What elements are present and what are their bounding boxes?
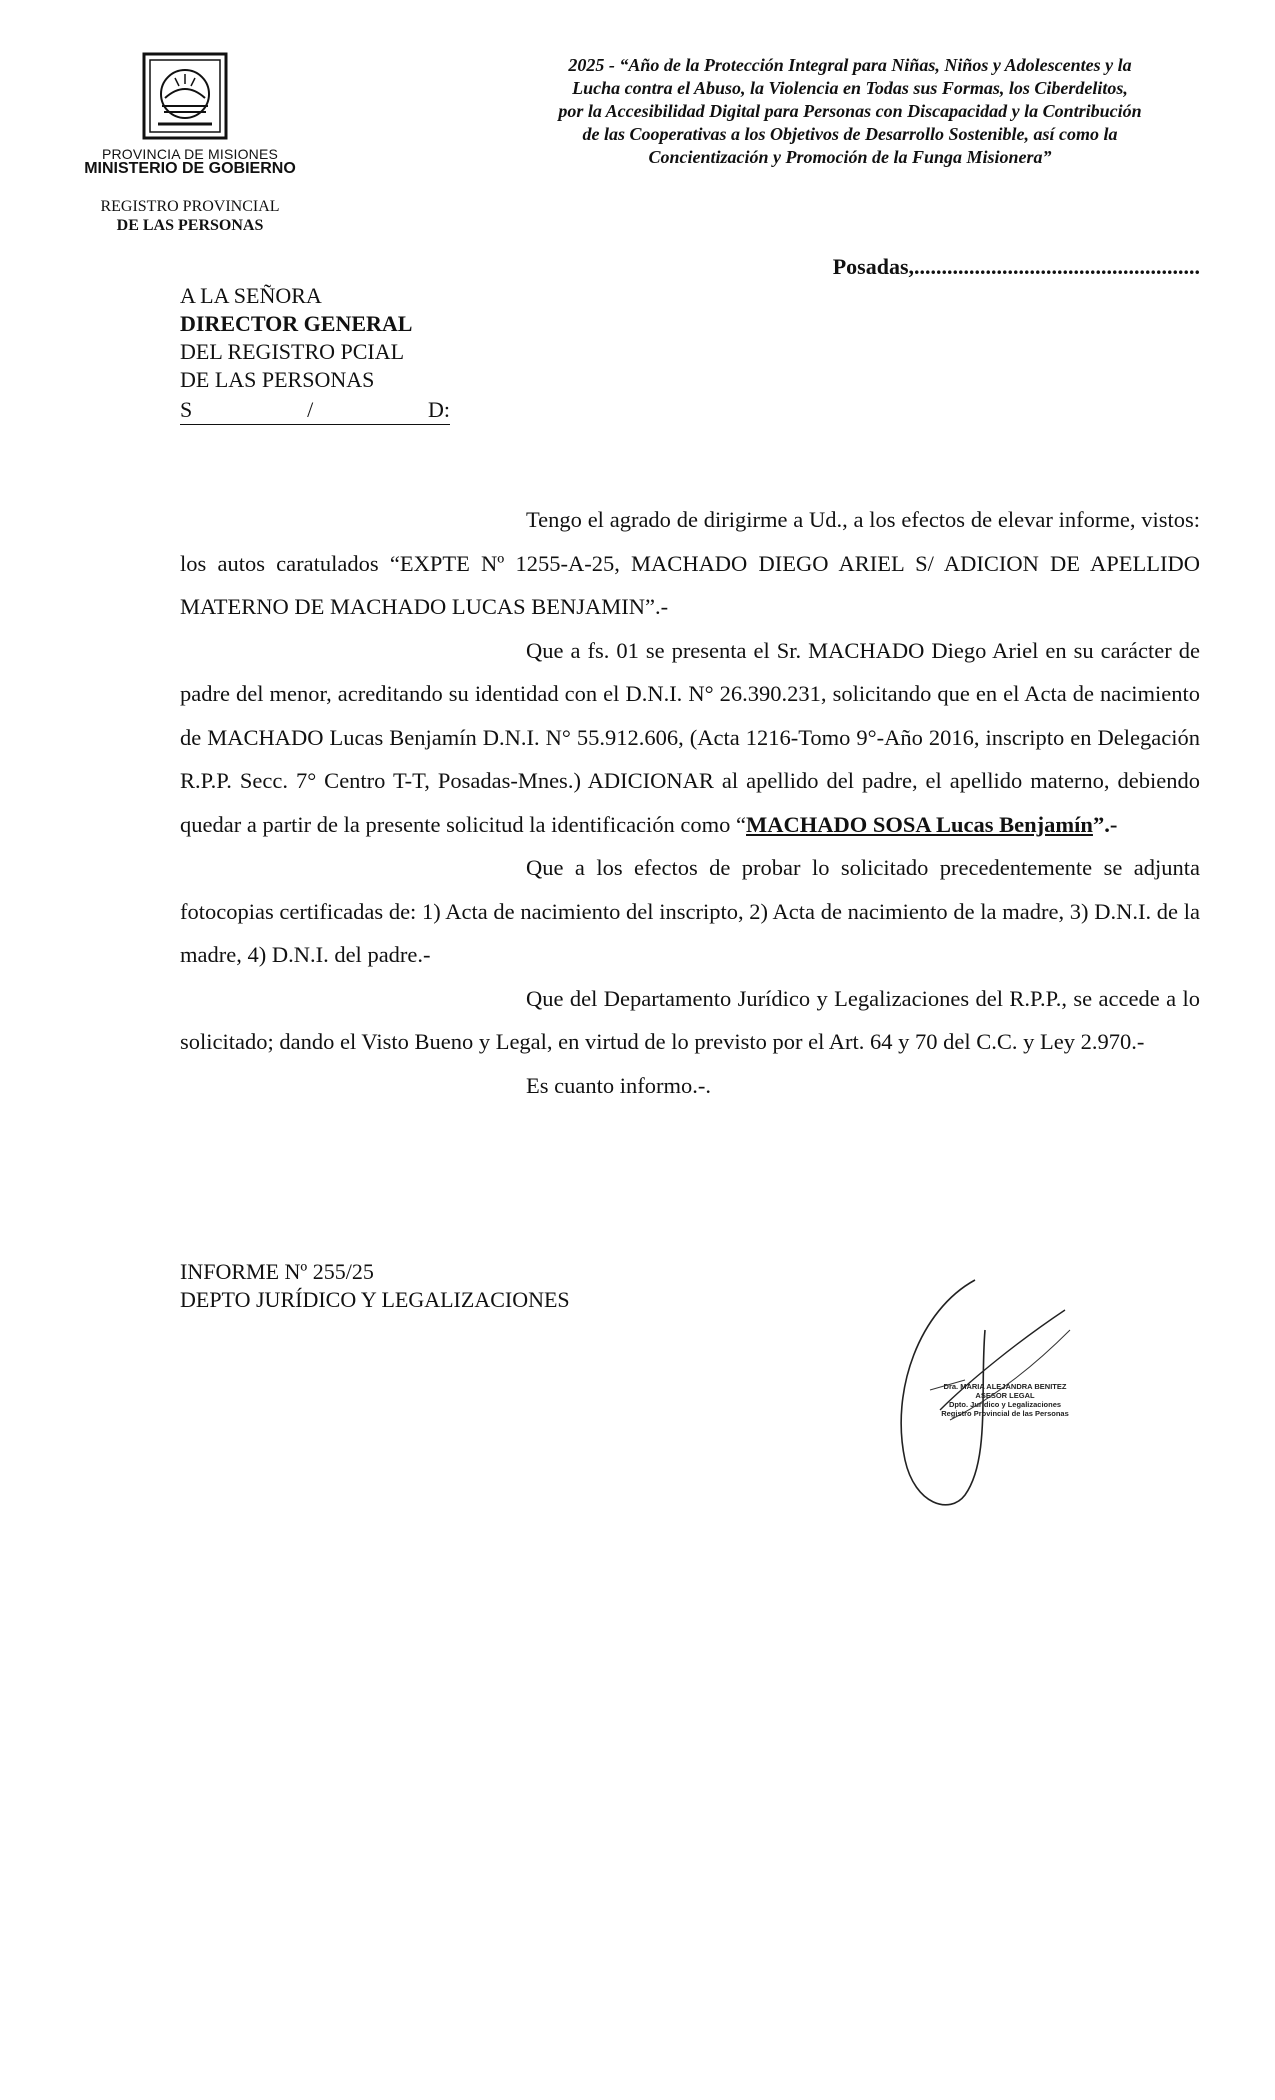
report-number: INFORME Nº 255/25 xyxy=(180,1259,374,1284)
report-body xyxy=(180,498,1200,1107)
addressee-title: DIRECTOR GENERAL xyxy=(180,311,413,336)
paragraph-intro: Tengo el agrado de dirigirme a Ud., a los efectos de elevar informe, vistos: los autos caratulados “EXPTE Nº 1255-A-25, MACHADO DIEGO ARIEL S/ ADICION DE APELLIDO MATERNO DE MACHADO LUCAS BENJAMIN”.- xyxy=(180,507,1200,619)
addressee-salutation: A LA SEÑORA xyxy=(180,283,322,308)
sd-slash: / xyxy=(307,397,314,422)
request-text: Que a fs. 01 se presenta el Sr. MACHADO Diego Ariel en su carácter de padre del menor, acreditando su identidad con el D.N.I. N° 26.390.231, solicitando que en el Acta de nacimiento de MACHADO Lucas Benjamín D.N.I. N° 55.912.606, (Acta 1216-Tomo 9°-Año 2016, inscripto en Delegación R.P.P. Secc. 7° Centro T-T, Posadas-Mnes.) ADICIONAR al apellido del padre, el apellido materno, debiendo quedar a partir de la presente solicitud la identificación como “ xyxy=(180,637,1200,837)
province-name: PROVINCIA DE MISIONES xyxy=(101,146,279,162)
registry-name-line2: DE LAS PERSONAS xyxy=(116,217,264,234)
stamp-department: Dpto. Jurídico y Legalizaciones xyxy=(948,1400,1062,1409)
motto-line: por la Accesibilidad Digital para Personas con Discapacidad y la Contribución xyxy=(558,101,1142,121)
paragraph-request xyxy=(180,629,1200,847)
request-tail: ”.- xyxy=(1092,811,1118,837)
stamp-role: ASESOR LEGAL xyxy=(975,1391,1035,1400)
official-year-motto xyxy=(480,54,1220,169)
paragraph-legal-basis: Que del Departamento Jurídico y Legalizaciones del R.P.P., se accede a lo solicitado; dando el Visto Bueno y Legal, en virtud de lo previsto por el Art. 64 y 70 del C.C. y Ley 2.970.- xyxy=(180,985,1200,1054)
resulting-name: MACHADO SOSA Lucas Benjamín xyxy=(746,811,1093,837)
ministry-name: MINISTERIO DE GOBIERNO xyxy=(84,160,296,177)
motto-line: 2025 - “Año de la Protección Integral para Niñas, Niños y Adolescentes y la xyxy=(568,55,1132,75)
report-department: DEPTO JURÍDICO Y LEGALIZACIONES xyxy=(180,1287,570,1312)
addressee-office-line2: DE LAS PERSONAS xyxy=(180,367,375,392)
motto-line: Concientización y Promoción de la Funga Misionera” xyxy=(648,147,1052,167)
addressee-sd xyxy=(180,396,450,425)
report-reference xyxy=(180,1258,570,1314)
registry-name-line1: REGISTRO PROVINCIAL xyxy=(100,198,280,215)
place-date: Posadas,.................................................... xyxy=(832,254,1200,279)
stamp-name: Dra. MARIA ALEJANDRA BENITEZ xyxy=(943,1382,1067,1391)
signature-stamp xyxy=(930,1382,1080,1418)
stamp-registry: Registro Provincial de las Personas xyxy=(941,1409,1069,1418)
province-crest-icon xyxy=(140,50,230,142)
motto-line: Lucha contra el Abuso, la Violencia en Todas sus Formas, los Ciberdelitos, xyxy=(572,78,1128,98)
paragraph-attachments: Que a los efectos de probar lo solicitado precedentemente se adjunta fotocopias certificadas de: 1) Acta de nacimiento del inscripto, 2) Acta de nacimiento de la madre, 3) D.N.I. de la madre, 4) D.N.I. del padre.- xyxy=(180,855,1200,967)
sd-d: D: xyxy=(428,397,450,422)
addressee-office-line1: DEL REGISTRO PCIAL xyxy=(180,339,405,364)
sd-s: S xyxy=(180,397,193,422)
motto-line: de las Cooperativas a los Objetivos de Desarrollo Sostenible, así como la xyxy=(582,124,1118,144)
paragraph-closing: Es cuanto informo.-. xyxy=(526,1072,711,1098)
